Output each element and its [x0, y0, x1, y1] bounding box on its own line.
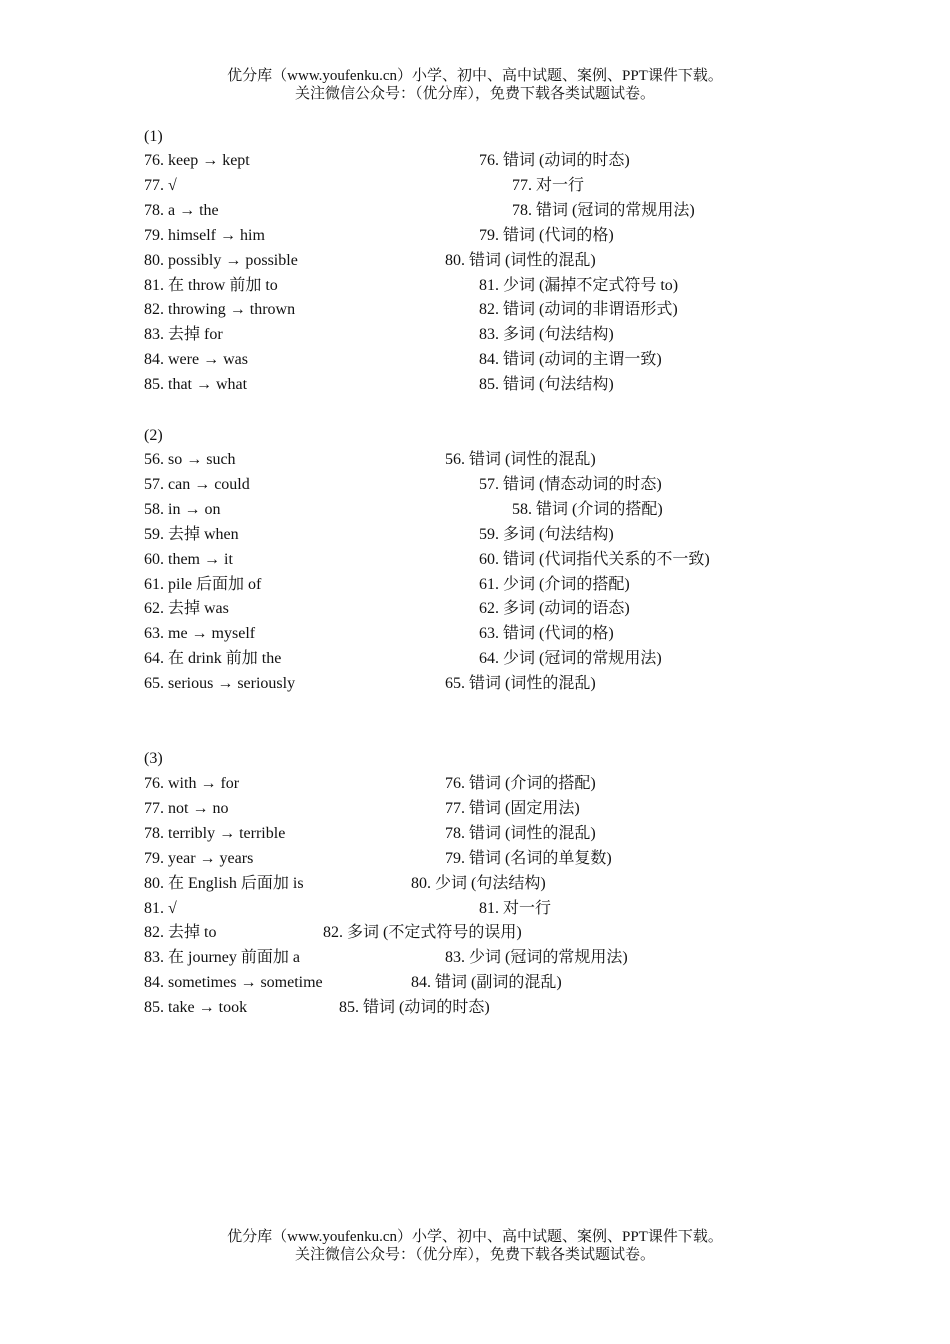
correction-answer: 85. take → took — [144, 999, 248, 1017]
correction-answer: 60. them → it — [144, 550, 233, 568]
error-type-note: 60. 错词 (代词指代关系的不一致) — [479, 550, 710, 568]
correction-answer: 81. 在 throw 前加 to — [144, 276, 278, 294]
correction-answer: 77. not → no — [144, 799, 229, 817]
error-type-note: 85. 错词 (动词的时态) — [339, 999, 490, 1017]
error-type-note: 57. 错词 (情态动词的时态) — [479, 475, 662, 493]
correction-answer: 62. 去掉 was — [144, 600, 229, 618]
page-header — [0, 67, 950, 103]
footer-line-2: 关注微信公众号：（优分库），免费下载各类试题试卷。 — [294, 1247, 655, 1263]
error-type-note: 77. 对一行 — [512, 176, 585, 194]
error-type-note: 81. 少词 (漏掉不定式符号 to) — [479, 276, 679, 294]
error-type-note: 78. 错词 (冠词的常规用法) — [512, 201, 695, 219]
error-type-note: 65. 错词 (词性的混乱) — [445, 675, 596, 693]
section-label: (1) — [144, 128, 163, 145]
error-type-note: 64. 少词 (冠词的常规用法) — [479, 650, 662, 668]
error-type-note: 80. 少词 (句法结构) — [411, 874, 546, 892]
error-type-note: 61. 少词 (介词的搭配) — [479, 575, 630, 593]
correction-answer: 83. 去掉 for — [144, 326, 223, 344]
correction-answer: 78. a → the — [144, 201, 219, 219]
error-type-note: 81. 对一行 — [479, 899, 552, 917]
correction-answer: 82. 去掉 to — [144, 924, 217, 942]
correction-answer: 76. with → for — [144, 775, 240, 792]
correction-answer: 64. 在 drink 前加 the — [144, 650, 282, 668]
correction-answer: 81. √ — [144, 899, 177, 917]
error-type-note: 85. 错词 (句法结构) — [479, 376, 614, 394]
correction-answer: 82. throwing → thrown — [144, 301, 296, 319]
error-type-note: 82. 多词 (不定式符号的误用) — [323, 924, 522, 942]
correction-answer: 84. were → was — [144, 351, 248, 369]
correction-answer: 80. 在 English 后面加 is — [144, 874, 304, 892]
correction-answer: 63. me → myself — [144, 625, 256, 643]
correction-answer: 84. sometimes → sometime — [144, 974, 323, 992]
error-type-note: 79. 错词 (名词的单复数) — [445, 849, 612, 867]
footer-line-1: 优分库（www.youfenku.cn）小学、初中、高中试题、案例、PPT课件下载。 — [227, 1229, 723, 1245]
correction-answer: 76. keep → kept — [144, 152, 250, 169]
error-type-note: 58. 错词 (介词的搭配) — [512, 500, 663, 518]
correction-answer: 79. year → years — [144, 849, 254, 867]
error-type-note: 63. 错词 (代词的格) — [479, 625, 614, 643]
correction-answer: 61. pile 后面加 of — [144, 575, 262, 593]
correction-answer: 57. can → could — [144, 475, 250, 493]
error-type-note: 76. 错词 (动词的时态) — [479, 152, 630, 169]
error-type-note: 83. 少词 (冠词的常规用法) — [445, 949, 628, 967]
correction-answer: 65. serious → seriously — [144, 675, 296, 693]
page-footer — [0, 1228, 950, 1264]
header-line-1: 优分库（www.youfenku.cn）小学、初中、高中试题、案例、PPT课件下载。 — [227, 68, 723, 84]
error-type-note: 84. 错词 (动词的主谓一致) — [479, 351, 662, 369]
correction-answer: 85. that → what — [144, 376, 248, 394]
error-type-note: 77. 错词 (固定用法) — [445, 799, 580, 817]
correction-answer: 56. so → such — [144, 451, 236, 468]
error-type-note: 82. 错词 (动词的非谓语形式) — [479, 301, 678, 319]
error-type-note: 56. 错词 (词性的混乱) — [445, 451, 596, 468]
error-type-note: 59. 多词 (句法结构) — [479, 525, 614, 543]
correction-answer: 80. possibly → possible — [144, 251, 298, 269]
error-type-note: 76. 错词 (介词的搭配) — [445, 775, 596, 792]
error-type-note: 62. 多词 (动词的语态) — [479, 600, 630, 618]
error-type-note: 78. 错词 (词性的混乱) — [445, 824, 596, 842]
correction-answer: 78. terribly → terrible — [144, 824, 286, 842]
error-type-note: 79. 错词 (代词的格) — [479, 226, 614, 244]
header-line-2: 关注微信公众号：（优分库），免费下载各类试题试卷。 — [294, 86, 655, 102]
section-label: (2) — [144, 427, 163, 444]
correction-answer: 83. 在 journey 前面加 a — [144, 949, 300, 967]
correction-answer: 77. √ — [144, 176, 177, 194]
section-label: (3) — [144, 750, 163, 767]
error-type-note: 80. 错词 (词性的混乱) — [445, 251, 596, 269]
error-type-note: 83. 多词 (句法结构) — [479, 326, 614, 344]
correction-answer: 59. 去掉 when — [144, 525, 239, 543]
correction-answer: 58. in → on — [144, 500, 221, 518]
error-type-note: 84. 错词 (副词的混乱) — [411, 974, 562, 992]
correction-answer: 79. himself → him — [144, 226, 265, 244]
